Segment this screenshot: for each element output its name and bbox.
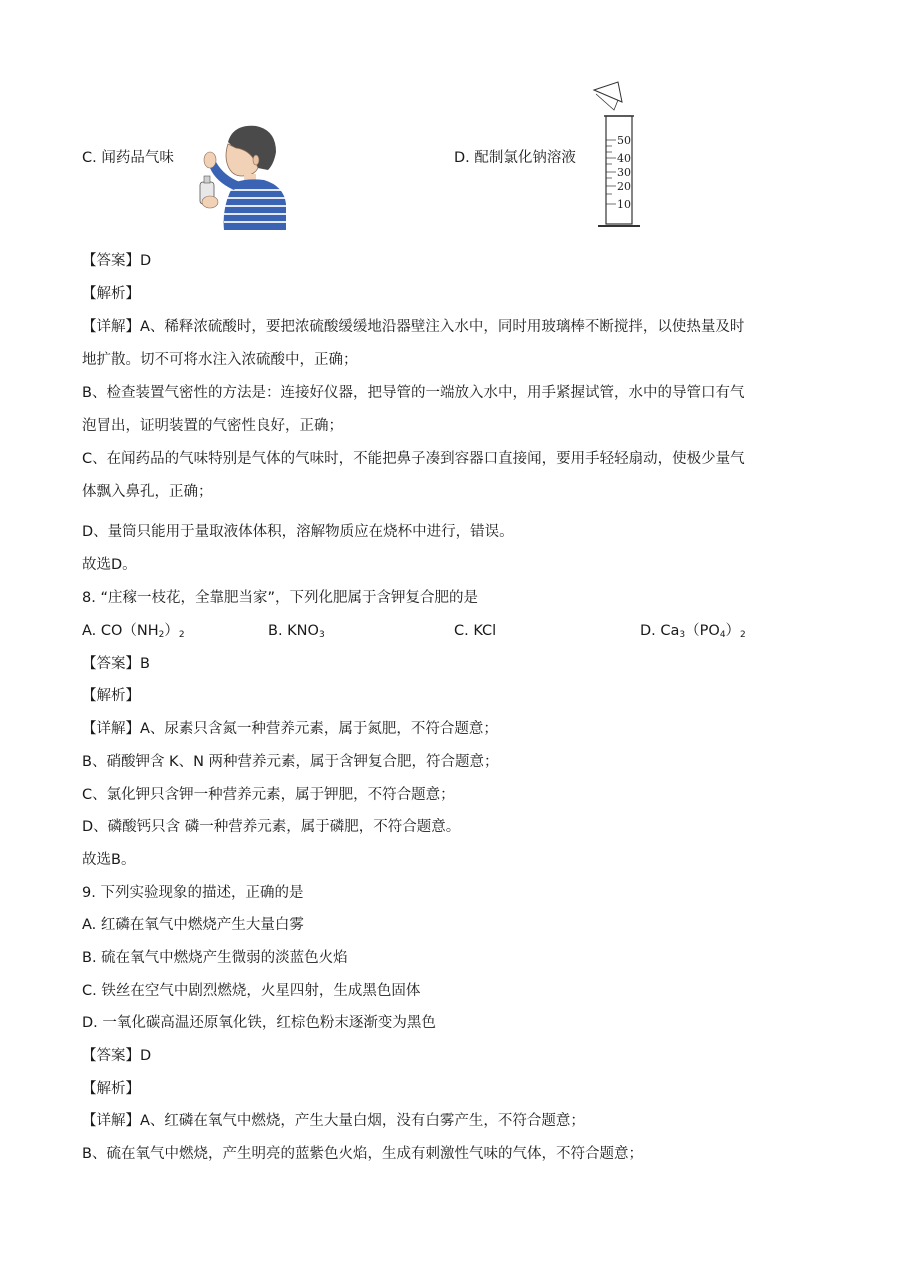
q9-answer: 【答案】D [82,1048,152,1064]
q7-detail-b-line2: 泡冒出，证明装置的气密性良好，正确； [82,418,343,434]
q8-detail-b: B、硝酸钾含 K、N 两种营养元素，属于含钾复合肥，符合题意； [82,754,499,770]
q7-detail-a-line2: 地扩散。切不可将水注入浓硫酸中，正确； [82,352,358,368]
cylinder-mark-40: 40 [617,152,631,165]
cylinder-mark-20: 20 [617,180,631,193]
q9-option-d: D. 一氧化碳高温还原氧化铁，红棕色粉末逐渐变为黑色 [82,1015,436,1031]
q7-option-d: D. 配制氯化钠溶液 [454,150,576,166]
cylinder-mark-30: 30 [617,166,631,179]
q8-stem: 8. “庄稼一枝花，全靠肥当家”，下列化肥属于含钾复合肥的是 [82,590,478,606]
q8-detail-c: C、氯化钾只含钾一种营养元素，属于钾肥，不符合题意； [82,787,455,803]
q8-option-d: D. $Ca_3(PO_4)_2$ [640,623,746,640]
q8-conclusion: 故选B。 [82,852,136,868]
q7-analysis-heading: 【解析】 [82,286,140,302]
q9-stem: 9. 下列实验现象的描述，正确的是 [82,885,304,901]
q7-answer: 【答案】D [82,253,152,269]
q9-option-c: C. 铁丝在空气中剧烈燃烧，火星四射，生成黑色固体 [82,983,421,999]
q9-detail-b: B、硫在氧气中燃烧，产生明亮的蓝紫色火焰，生成有刺激性气味的气体，不符合题意； [82,1146,643,1162]
q8-option-c: C. KCl [454,623,497,639]
q8-answer: 【答案】B [82,656,150,672]
q7-detail-c-line2: 体飘入鼻孔，正确； [82,484,213,500]
q8-analysis-heading: 【解析】 [82,688,140,704]
q8-option-b: B. $KNO_3$ [268,623,325,640]
q9-option-a: A. 红磷在氧气中燃烧产生大量白雾 [82,917,304,933]
q8-detail-a: 【详解】A、尿素只含氮一种营养元素，属于氮肥，不符合题意； [82,721,498,737]
q9-option-b: B. 硫在氧气中燃烧产生微弱的淡蓝色火焰 [82,950,348,966]
q9-analysis-heading: 【解析】 [82,1081,140,1097]
cylinder-mark-10: 10 [617,198,631,211]
q7-detail-a-line1: 【详解】A、稀释浓硫酸时，要把浓硫酸缓缓地沿器壁注入水中，同时用玻璃棒不断搅拌，以使热量及时 [82,319,745,335]
cylinder-mark-50: 50 [617,134,631,147]
q7-detail-b-line1: B、检查装置气密性的方法是：连接好仪器，把导管的一端放入水中，用手紧握试管，水中的导管口有气 [82,385,745,401]
q9-detail-a: 【详解】A、红磷在氧气中燃烧，产生大量白烟，没有白雾产生，不符合题意； [82,1113,585,1129]
q7-conclusion: 故选D。 [82,557,137,573]
q7-option-c: C. 闻药品气味 [82,150,174,166]
smelling-chemical-illustration [188,120,288,232]
q7-detail-c-line1: C、在闻药品的气味特别是气体的气味时，不能把鼻子凑到容器口直接闻，要用手轻轻扇动，使极少量气 [82,451,745,467]
q8-detail-d: D、磷酸钙只含 磷一种营养元素，属于磷肥，不符合题意。 [82,819,461,835]
q7-detail-d: D、量筒只能用于量取液体体积，溶解物质应在烧杯中进行，错误。 [82,524,514,540]
graduated-cylinder-illustration [588,80,648,232]
q8-option-a: A. $CO(NH_2)_2$ [82,623,185,640]
